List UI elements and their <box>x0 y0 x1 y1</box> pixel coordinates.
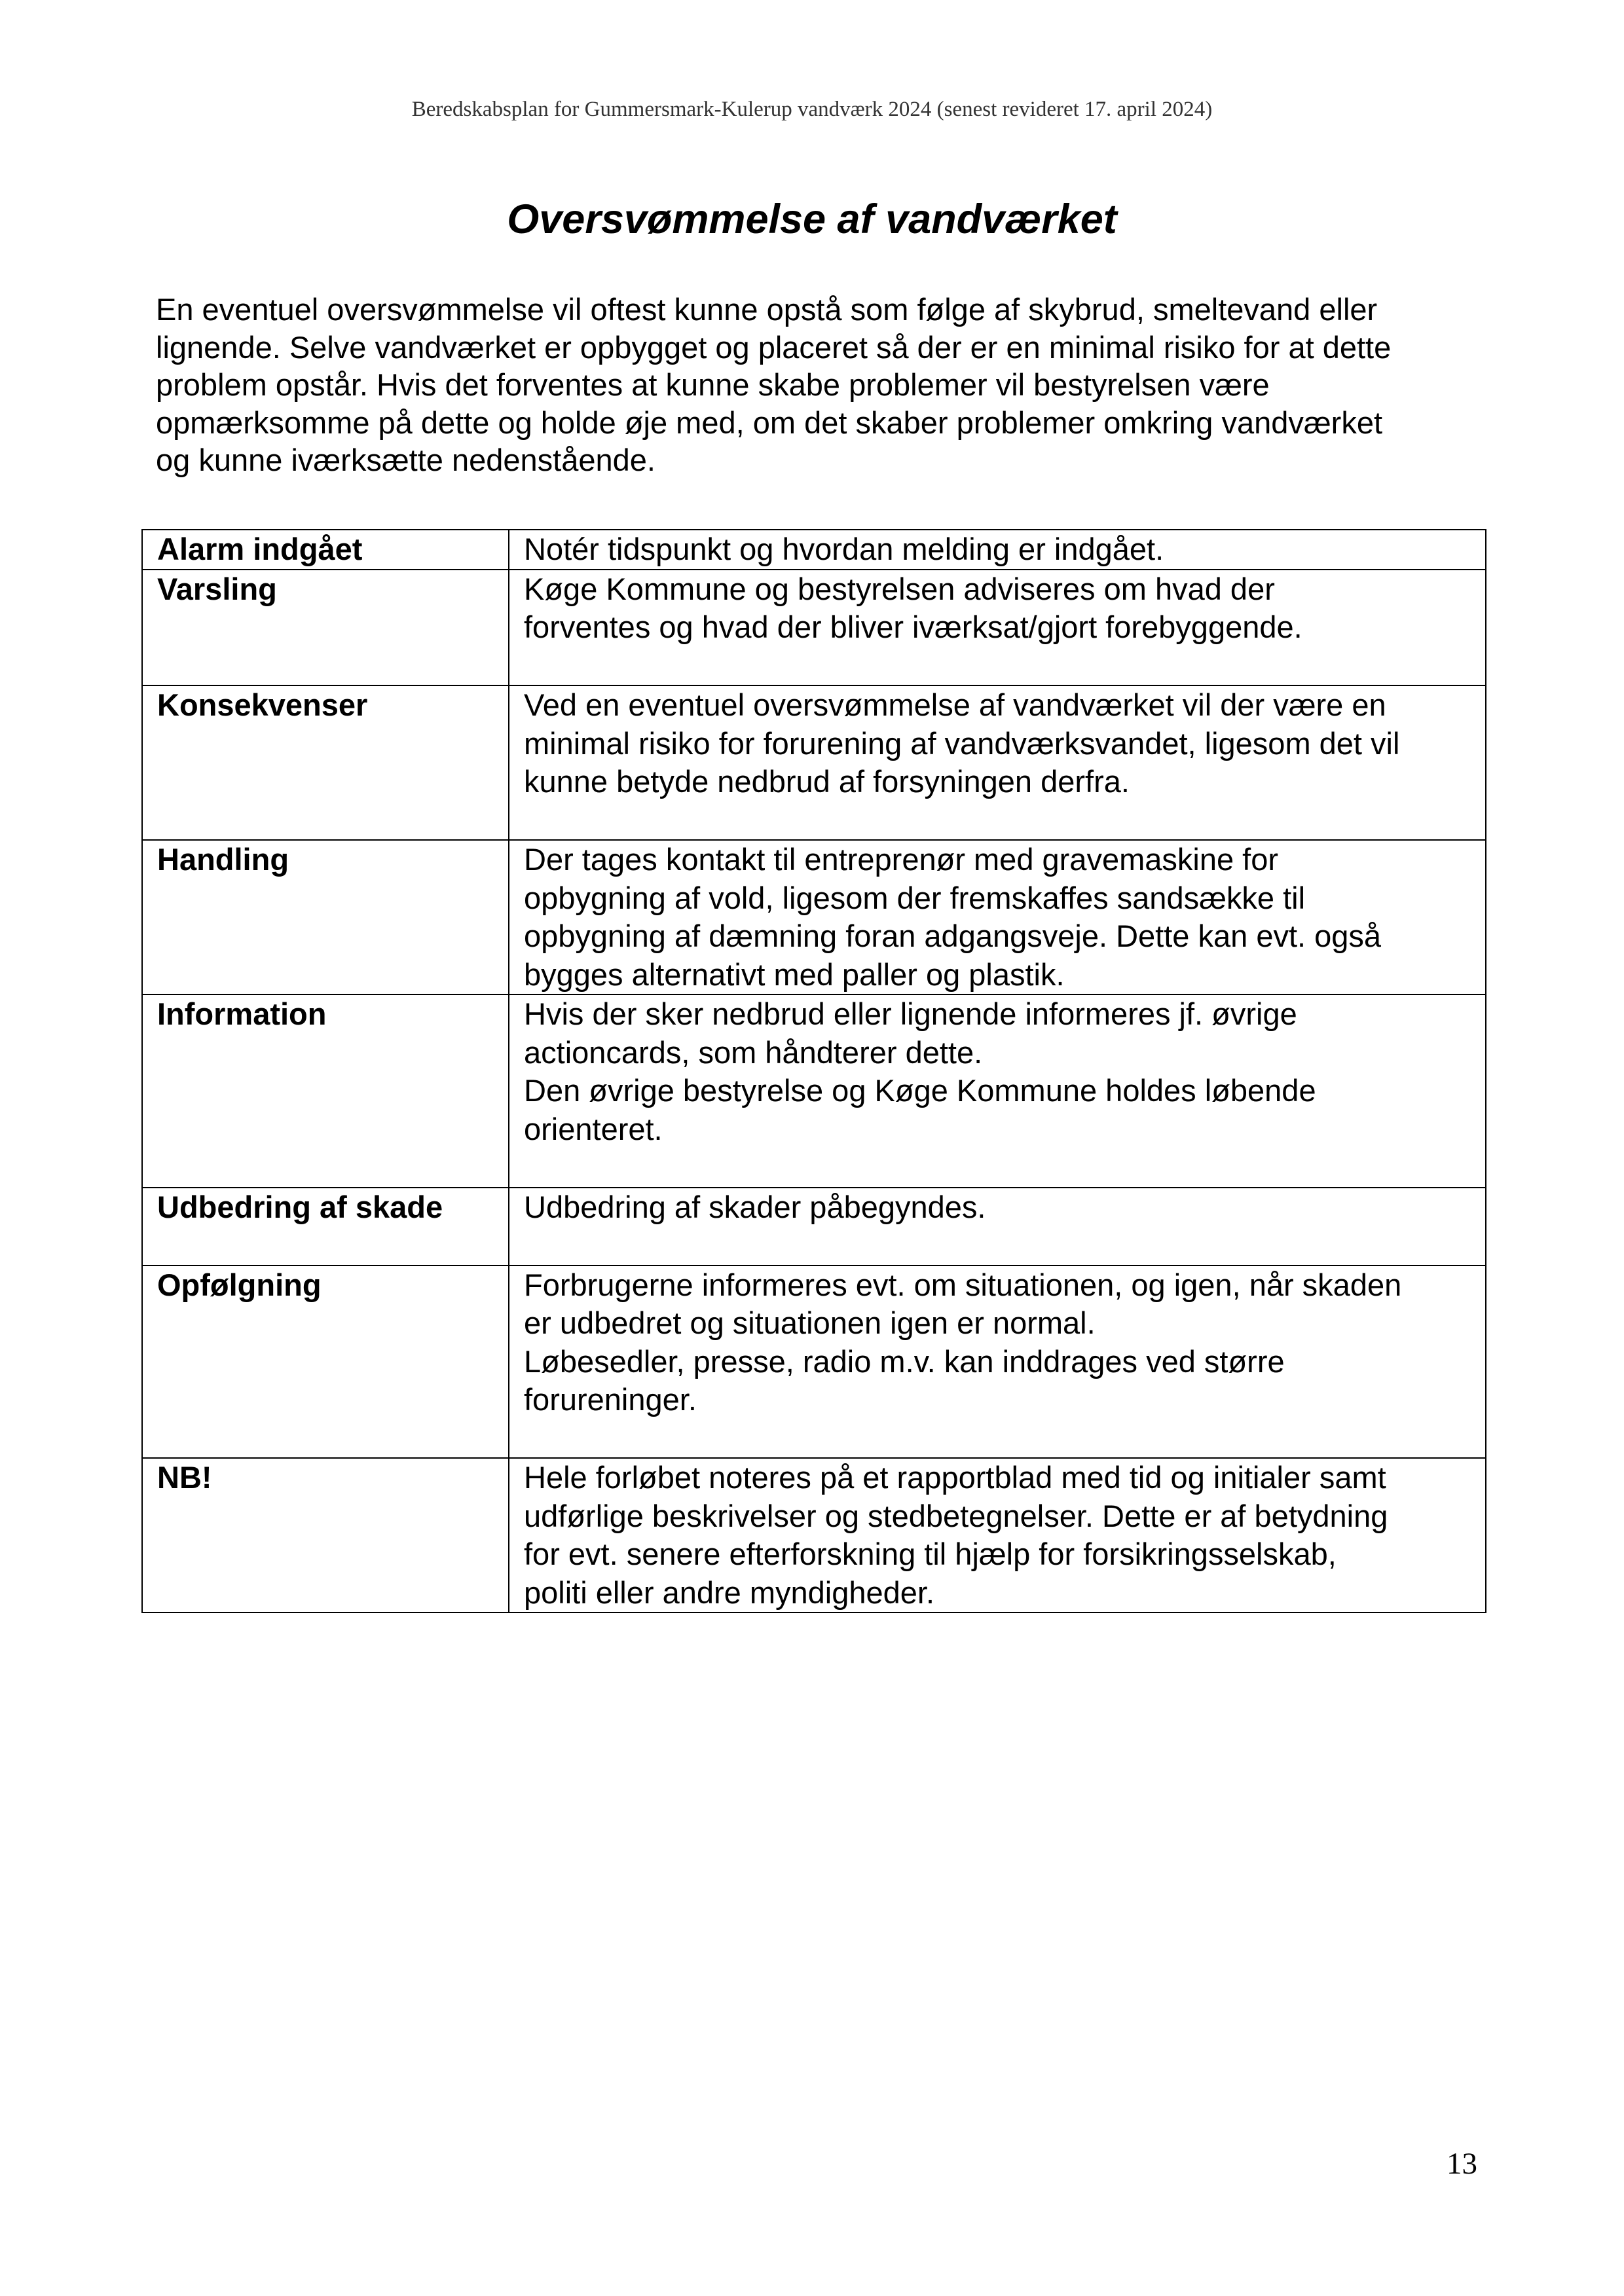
row-text-line: Hele forløbet noteres på et rapportblad med tid og initialer samt <box>524 1460 1386 1495</box>
row-text-line <box>524 647 1472 685</box>
row-text-line: Køge Kommune og bestyrelsen adviseres om hvad der <box>524 571 1275 606</box>
table-row <box>142 1188 1486 1266</box>
row-text-line: Forbrugerne informeres evt. om situationen, og igen, når skaden <box>524 1267 1402 1302</box>
row-text-line <box>524 801 1472 840</box>
row-text-line: opbygning af dæmning foran adgangsveje. Dette kan evt. også <box>524 919 1382 953</box>
row-label: Information <box>142 994 509 1188</box>
row-text-line: Udbedring af skader påbegyndes. <box>524 1189 986 1224</box>
row-text-line: kunne betyde nedbrud af forsyningen derfra. <box>524 764 1130 799</box>
row-text-line: orienteret. <box>524 1111 663 1146</box>
intro-line: opmærksomme på dette og holde øje med, om det skaber problemer omkring vandværket <box>156 405 1383 440</box>
row-text-line: udførlige beskrivelser og stedbetegnelser. Dette er af betydning <box>524 1498 1388 1533</box>
page-number: 13 <box>1447 2147 1477 2181</box>
action-card-table-body <box>142 530 1486 1613</box>
running-header: Beredskabsplan for Gummersmark-Kulerup vandværk 2024 (senest revideret 17. april 2024) <box>411 98 1213 121</box>
row-text <box>509 1458 1486 1613</box>
row-text-line: bygges alternativt med paller og plastik. <box>524 957 1065 992</box>
row-text <box>509 1266 1486 1459</box>
row-text-line: forureninger. <box>524 1382 697 1417</box>
row-text <box>509 685 1486 840</box>
intro-line: og kunne iværksætte nedenstående. <box>156 443 655 477</box>
row-text-line: Der tages kontakt til entreprenør med gravemaskine for <box>524 842 1279 877</box>
row-text <box>509 840 1486 994</box>
row-text-line: er udbedret og situationen igen er normal. <box>524 1305 1096 1340</box>
table-row <box>142 530 1486 570</box>
row-text <box>509 994 1486 1188</box>
row-text-line: forventes og hvad der bliver iværksat/gjort forebyggende. <box>524 610 1302 644</box>
table-row <box>142 994 1486 1188</box>
row-text <box>509 570 1486 686</box>
row-text-line: Hvis der sker nedbrud eller lignende informeres jf. øvrige <box>524 996 1297 1031</box>
row-text-line: actioncards, som håndterer dette. <box>524 1034 983 1070</box>
row-text-line <box>524 1148 1472 1187</box>
action-card-table <box>141 529 1486 1613</box>
row-text <box>509 1188 1486 1266</box>
row-text <box>509 530 1486 570</box>
row-label: Konsekvenser <box>142 685 509 840</box>
row-text-line: Notér tidspunkt og hvordan melding er indgået. <box>524 532 1164 566</box>
row-label: Handling <box>142 840 509 994</box>
row-label: Alarm indgået <box>142 530 509 570</box>
table-row <box>142 1266 1486 1459</box>
row-text-line: opbygning af vold, ligesom der fremskaffes sandsække til <box>524 880 1306 915</box>
intro-paragraph <box>156 291 1492 479</box>
row-text-line: for evt. senere efterforskning til hjælp for forsikringsselskab, <box>524 1537 1337 1571</box>
row-label: Varsling <box>142 570 509 686</box>
row-text-line: Den øvrige bestyrelse og Køge Kommune holdes løbende <box>524 1073 1316 1108</box>
row-text-line: Løbesedler, presse, radio m.v. kan inddrages ved større <box>524 1343 1285 1379</box>
row-text-line: Ved en eventuel oversvømmelse af vandværket vil der være en <box>524 687 1386 722</box>
table-row <box>142 570 1486 686</box>
row-text-line: minimal risiko for forurening af vandværksvandet, ligesom det vil <box>524 725 1400 761</box>
page-title: Oversvømmelse af vandværket <box>507 196 1117 242</box>
table-row <box>142 1458 1486 1613</box>
table-row <box>142 840 1486 994</box>
row-label: Opfølgning <box>142 1266 509 1459</box>
intro-line: En eventuel oversvømmelse vil oftest kunne opstå som følge af skybrud, smeltevand eller <box>156 292 1378 327</box>
row-label: Udbedring af skade <box>142 1188 509 1266</box>
row-text-line <box>524 1419 1472 1458</box>
row-text-line <box>524 1226 1472 1265</box>
intro-line: lignende. Selve vandværket er opbygget og placeret så der er en minimal risiko for at dette <box>156 329 1392 365</box>
table-row <box>142 685 1486 840</box>
intro-line: problem opstår. Hvis det forventes at kunne skabe problemer vil bestyrelsen være <box>156 367 1270 402</box>
row-text-line: politi eller andre myndigheder. <box>524 1575 935 1610</box>
row-label: NB! <box>142 1458 509 1613</box>
